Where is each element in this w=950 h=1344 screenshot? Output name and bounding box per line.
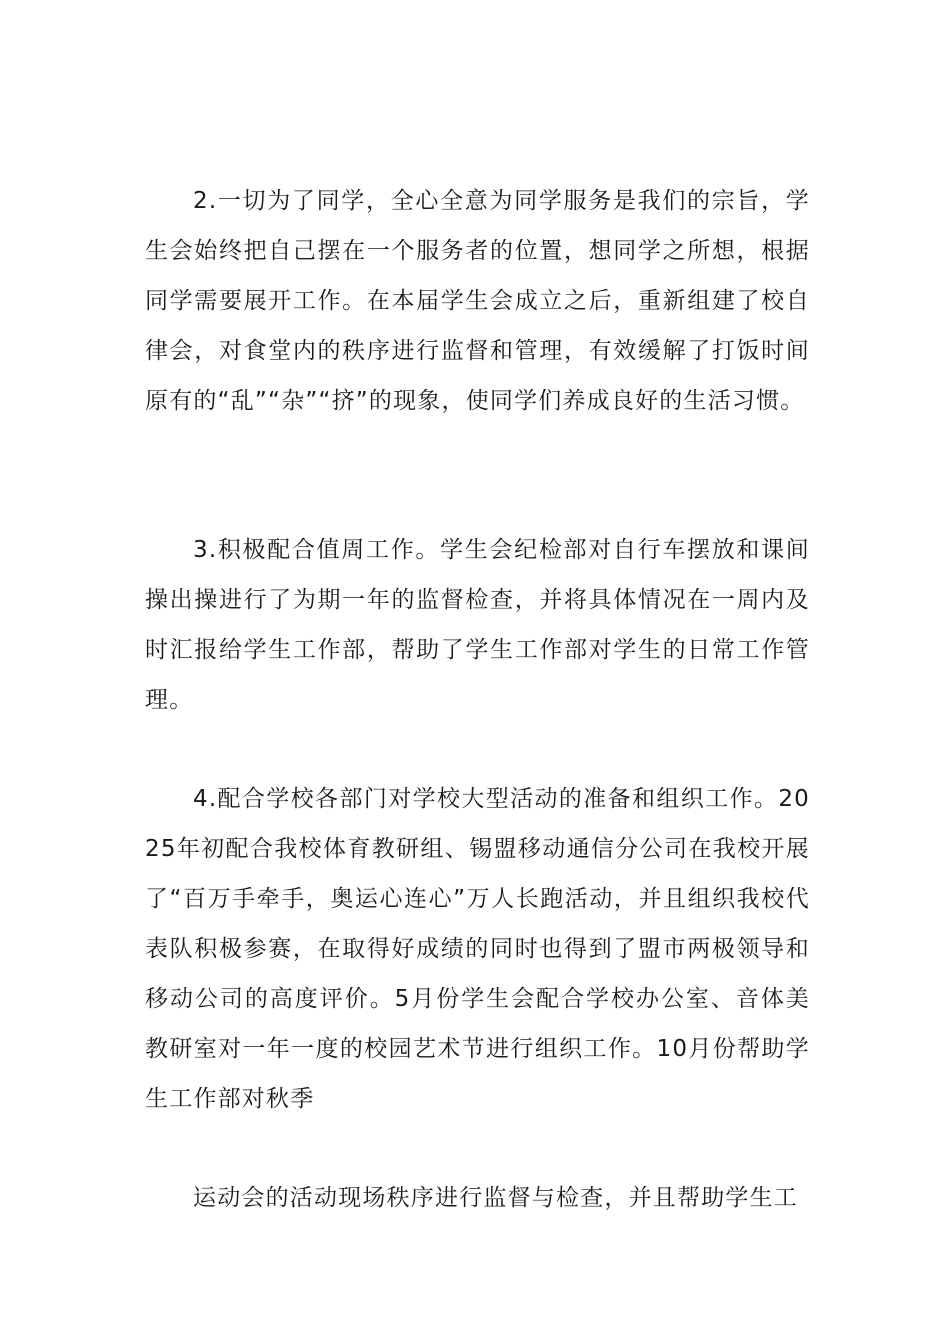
paragraph-item-2: 2.一切为了同学，全心全意为同学服务是我们的宗旨，学生会始终把自己摆在一个服务者的位置，想同学之所想，根据同学需要展开工作。在本届学生会成立之后，重新组建了校自律会，对食堂内的秩序进行监督和管理，有效缓解了打饭时间原有的“乱”“杂”“挤”的现象，使同学们养成良好的生活习惯。 <box>145 188 810 414</box>
paragraph-item-4: 4.配合学校各部门对学校大型活动的准备和组织工作。2025年初配合我校体育教研组、锡盟移动通信分公司在我校开展了“百万手牵手，奥运心连心”万人长跑活动，并且组织我校代表队积极参赛，在取得好成绩的同时也得到了盟市两极领导和移动公司的高度评价。5月份学生会配合学校办公室、音体美教研室对一年一度的校园艺术节进行组织工作。10月份帮助学生工作部对秋季 <box>145 786 810 1112</box>
paragraph-item-3: 3.积极配合值周工作。学生会纪检部对自行车摆放和课间操出操进行了为期一年的监督检查，并将具体情况在一周内及时汇报给学生工作部，帮助了学生工作部对学生的日常工作管理。 <box>145 537 810 713</box>
paragraph-continuation: 运动会的活动现场秩序进行监督与检查，并且帮助学生工 <box>193 1185 798 1211</box>
